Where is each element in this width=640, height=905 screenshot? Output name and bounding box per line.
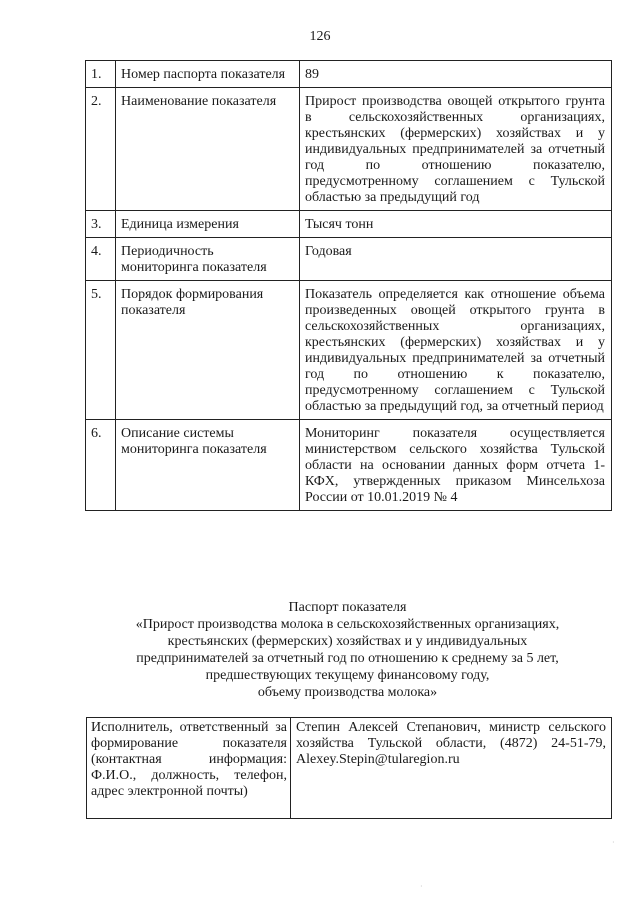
indicator-field-name-cell: Номер паспорта показателя (116, 61, 300, 88)
section-title-line: предшествующих текущему финансовому году, (205, 668, 490, 683)
responsible-table (86, 717, 612, 819)
indicator-field-value-cell: Тысяч тонн (300, 211, 612, 238)
table-row (86, 61, 612, 88)
table-row (87, 718, 612, 819)
table-row (86, 88, 612, 211)
table-row (86, 211, 612, 238)
row-number-cell: 3. (86, 211, 116, 238)
indicator-field-value-cell: Годовая (300, 238, 612, 281)
row-number-cell: 2. (86, 88, 116, 211)
row-number-cell: 5. (86, 281, 116, 420)
responsible-value-cell: Степин Алексей Степанович, министр сельского хозяйства Тульской области, (4872) 24-51-79, Alexey.Stepin@tularegion.ru (291, 718, 612, 819)
section-heading: Паспорт показателя (288, 600, 407, 615)
indicator-passport-table (85, 60, 612, 511)
table-row (86, 238, 612, 281)
indicator-field-name-cell: Наименование показателя (116, 88, 300, 211)
section-title-block (80, 599, 615, 701)
indicator-field-name-cell: Описание системы мониторинга показателя (116, 420, 300, 511)
section-title-line: предпринимателей за отчетный год по отношению к среднему за 5 лет, (136, 651, 559, 666)
responsible-label-cell: Исполнитель, ответственный за формирование показателя (контактная информация: Ф.И.О., должность, телефон, адрес электронной почты) (87, 718, 291, 819)
section-title-line: объему производства молока» (257, 685, 438, 700)
page-number: 126 (309, 29, 331, 44)
indicator-field-value-cell: Мониторинг показателя осуществляется министерством сельского хозяйства Тульской области на основании данных форм отчета 1-КФХ, утвержденных приказом Минсельхоза России от 10.01.2019 № 4 (300, 420, 612, 511)
section-title-line: «Прирост производства молока в сельскохозяйственных организациях, (135, 617, 560, 632)
indicator-field-value-cell: 89 (300, 61, 612, 88)
indicator-field-value-cell: Прирост производства овощей открытого грунта в сельскохозяйственных организациях, крестьянских (фермерских) хозяйствах и у индивидуальных предпринимателей за отчетный год по отношению показателю, предусмотренному соглашением с Тульской областью за предыдущий год (300, 88, 612, 211)
table-row (86, 281, 612, 420)
section-title-line: крестьянских (фермерских) хозяйствах и у индивидуальных (167, 634, 528, 649)
row-number-cell: 1. (86, 61, 116, 88)
indicator-field-name-cell: Единица измерения (116, 211, 300, 238)
table-row (86, 420, 612, 511)
indicator-field-name-cell: Порядок формирования показателя (116, 281, 300, 420)
indicator-field-name-cell: Периодичность мониторинга показателя (116, 238, 300, 281)
passport-table-body (86, 61, 612, 511)
row-number-cell: 4. (86, 238, 116, 281)
indicator-field-value-cell: Показатель определяется как отношение объема произведенных овощей открытого грунта в сельскохозяйственных организациях, крестьянских (фермерских) хозяйствах и у индивидуальных предпринимателей за отчетный год по отношению к показателю, предусмотренному соглашением с Тульской областью за предыдущий год, за отчетный период (300, 281, 612, 420)
row-number-cell: 6. (86, 420, 116, 511)
scan-artifact: · (420, 882, 423, 891)
scan-artifact: · (612, 838, 615, 847)
